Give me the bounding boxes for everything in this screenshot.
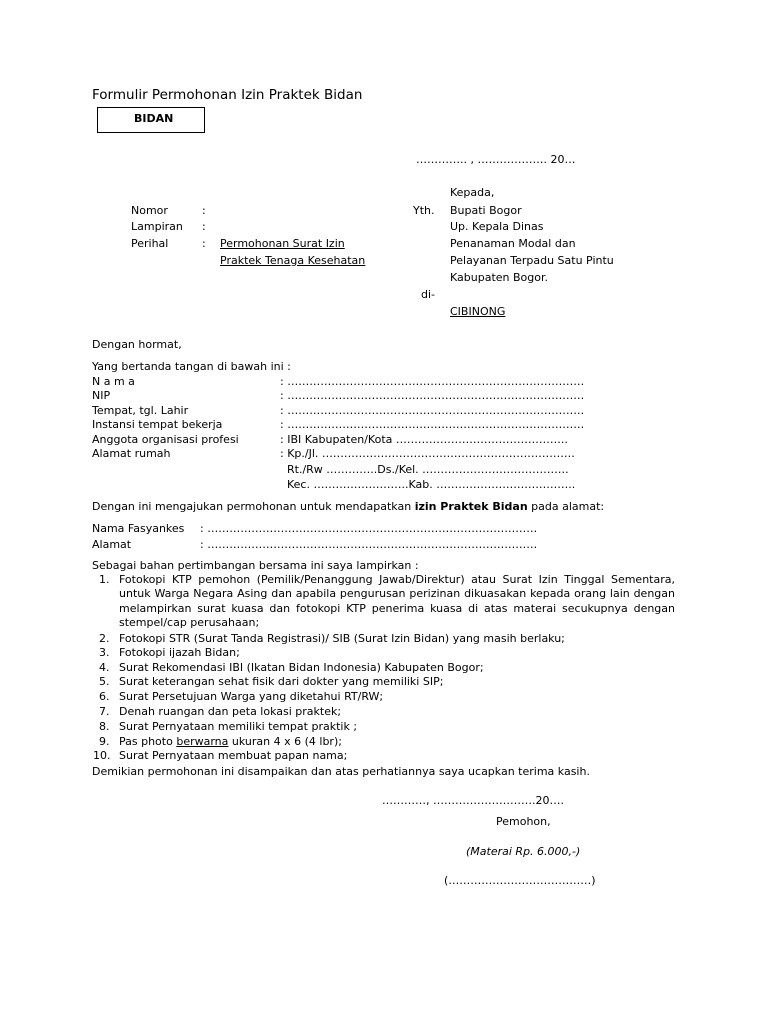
attachment-item: Surat Rekomendasi IBI (Ikatan Bidan Indonesia) Kabupaten Bogor; [119, 661, 484, 674]
perihal-colon: : [202, 237, 206, 250]
field-value-nama: : ……………………………………………………………………… [280, 375, 585, 388]
request-text-after: pada alamat: [527, 500, 605, 513]
document-title: Formulir Permohonan Izin Praktek Bidan [92, 87, 363, 103]
intro-line: Yang bertanda tangan di bawah ini : [92, 360, 291, 373]
request-text-before: Dengan ini mengajukan permohonan untuk mendapatkan [92, 500, 415, 513]
attachment-num: 9. [99, 735, 110, 748]
attachment-item: Surat Pernyataan membuat papan nama; [119, 749, 348, 762]
attachment-item: Fotokopi ijazah Bidan; [119, 646, 240, 659]
address-line-2: Rt./Rw …………..Ds./Kel. …………………………………. [287, 463, 569, 476]
attachment-num: 7. [99, 705, 110, 718]
field-label-nip: NIP [92, 389, 111, 402]
recipient-di: di- [421, 288, 436, 301]
recipient-kepada: Kepada, [450, 186, 495, 199]
recipient-city: CIBINONG [450, 305, 506, 318]
signature-date-line: …………, ……………………….20…. [382, 794, 564, 807]
attachment-num: 10. [93, 749, 111, 762]
field-value-nip: : ……………………………………………………………………… [280, 389, 585, 402]
lampiran-label: Lampiran [131, 220, 183, 233]
facility-name-value: : ……………………………………………………………………………… [200, 522, 538, 535]
field-value-organisasi: : IBI Kabupaten/Kota ……………………………………….. [280, 433, 568, 446]
attachment-item [119, 735, 342, 749]
attachment-item: Denah ruangan dan peta lokasi praktek; [119, 705, 342, 718]
signature-applicant-label: Pemohon, [496, 815, 551, 828]
request-text-bold: izin Praktek Bidan [414, 500, 528, 513]
field-label-ttl: Tempat, tgl. Lahir [92, 404, 189, 417]
attachment-num: 6. [99, 690, 110, 703]
perihal-value-line-2: Praktek Tenaga Kesehatan [220, 254, 366, 267]
field-value-instansi: : ……………………………………………………………………… [280, 418, 585, 431]
attachment-item: Surat keterangan sehat fisik dari dokter yang memiliki SIP; [119, 675, 444, 688]
perihal-label: Perihal [131, 237, 169, 250]
attachment-num: 3. [99, 646, 110, 659]
attachments-intro: Sebagai bahan pertimbangan bersama ini saya lampirkan : [92, 559, 419, 572]
field-value-alamat: : Kp./Jl. …………………………………………………………… [280, 447, 575, 460]
attachment-item: Surat Persetujuan Warga yang diketahui RT/RW; [119, 690, 384, 703]
attachment-num: 5. [99, 675, 110, 688]
attachment-text-underlined: berwarna [176, 735, 229, 748]
lampiran-colon: : [202, 220, 206, 233]
attachment-text-pre: Pas photo [119, 735, 177, 748]
attachment-item: Fotokopi STR (Surat Tanda Registrasi)/ SIB (Surat Izin Bidan) yang masih berlaku; [119, 632, 565, 645]
recipient-line-4: Pelayanan Terpadu Satu Pintu [450, 254, 614, 267]
recipient-line-2: Up. Kepala Dinas [450, 220, 544, 233]
bidan-label-box: BIDAN [97, 107, 205, 133]
attachment-text-post: ukuran 4 x 6 (4 lbr); [228, 735, 342, 748]
address-line-3: Kec. ……………………..Kab. ……………………………….. [287, 478, 576, 491]
recipient-yth: Yth. [413, 204, 435, 217]
facility-name-label: Nama Fasyankes [92, 522, 185, 535]
attachment-num: 2. [99, 632, 110, 645]
recipient-line-1: Bupati Bogor [450, 204, 522, 217]
field-label-nama: N a m a [92, 375, 135, 388]
closing-line: Demikian permohonan ini disampaikan dan atas perhatiannya saya ucapkan terima kasih. [92, 765, 590, 778]
recipient-line-3: Penanaman Modal dan [450, 237, 576, 250]
field-label-instansi: Instansi tempat bekerja [92, 418, 223, 431]
perihal-value-line-1: Permohonan Surat Izin [220, 237, 345, 250]
attachment-item: Fotokopi KTP pemohon (Pemilik/Penanggung Jawab/Direktur) atau Surat Izin Tinggal Sementara, untuk Warga Negara Asing dan apabila pengurusan perizinan dikuasakan kepada orang lain dengan melampirkan surat kuasa dan fotokopi KTP penerima kuasa di atas materai secukupnya dengan stempel/cap perusahaan; [119, 573, 675, 629]
signature-stamp-note: (Materai Rp. 6.000,-) [466, 845, 581, 858]
field-label-organisasi: Anggota organisasi profesi [92, 433, 239, 446]
facility-address-label: Alamat [92, 538, 132, 551]
nomor-label: Nomor [131, 204, 168, 217]
signature-name-line: (…………………………………) [444, 874, 596, 887]
attachment-num: 4. [99, 661, 110, 674]
attachment-num: 1. [99, 573, 110, 586]
date-line: ………….. , ………………. 20… [416, 153, 576, 166]
recipient-line-5: Kabupaten Bogor. [450, 271, 548, 284]
attachment-num: 8. [99, 720, 110, 733]
field-value-ttl: : ……………………………………………………………………… [280, 404, 585, 417]
request-line [92, 500, 604, 514]
facility-address-value: : ……………………………………………………………………………… [200, 538, 538, 551]
greeting: Dengan hormat, [92, 338, 182, 351]
nomor-colon: : [202, 204, 206, 217]
attachment-item: Surat Pernyataan memiliki tempat praktik ; [119, 720, 358, 733]
field-label-alamat: Alamat rumah [92, 447, 171, 460]
